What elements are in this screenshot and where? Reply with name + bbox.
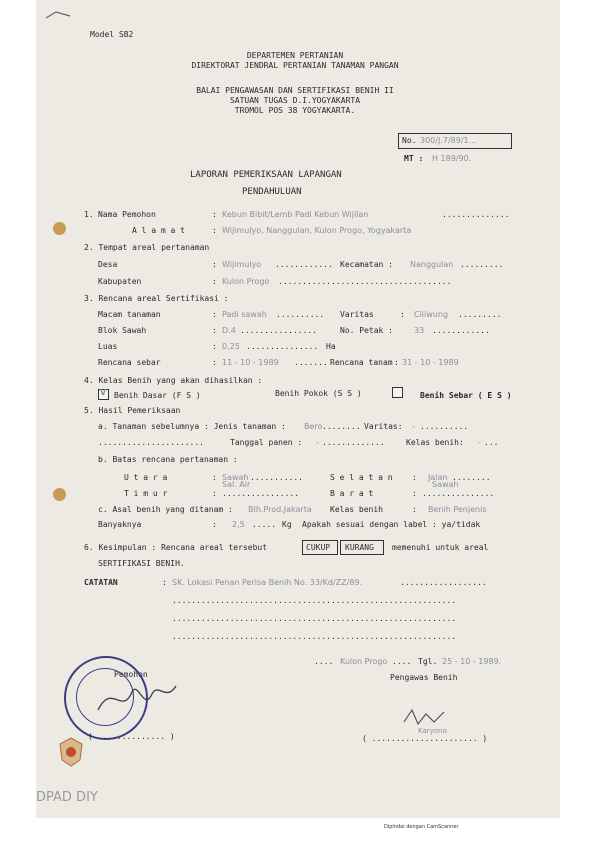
selatan-dots: ........ [452,473,491,482]
petak-value: 33 [414,326,425,335]
place-value: Kulon Progo [340,657,388,666]
s6-label: 6. Kesimpulan : Rencana areal tersebut [84,543,268,552]
panen-value: - [316,438,319,447]
selatan-label: S e l a t a n [330,473,393,482]
colon: : [212,277,217,286]
a-label: a. Tanaman sebelumnya : Jenis tanaman : [98,422,286,431]
catatan-label: CATATAN [84,578,118,587]
macam-label: Macam tanaman [98,310,161,319]
model-label: Model SB2 [90,30,134,39]
s1-value: Kebun Bibit/Lemb Padi Kebun Wijilan [222,210,369,219]
alamat-value: Wijimulyo, Nanggulan, Kulon Progo, Yogyakarta [222,226,412,235]
selatan-value: Jalan [428,473,448,482]
checkbox-benih-pokok[interactable] [392,387,403,398]
pengawas-name: Karyono [418,727,447,735]
pemohon-signature [92,672,182,722]
dpad-emblem-icon [58,736,84,768]
desa-label: Desa [98,260,118,269]
utara-value: Sawah [222,473,249,482]
kecamatan-value: Nanggulan [410,260,454,269]
place-dots: .... [314,657,334,666]
utara-dots: ........... [250,473,303,482]
catatan-value: SK. Lokasi Penan Perisa Benih No. 33/Kd/ZZ/89. [172,578,362,587]
utara-label: U t a r a [124,473,168,482]
a-varitas-label: Varitas: [364,422,403,431]
checkbox-benih-dasar-mark: V [100,388,107,397]
s5-heading: 5. Hasil Pemeriksaan [84,406,181,415]
colon: : [412,489,417,498]
header-line-2: DIREKTORAT JENDRAL PERTANIAN TANAMAN PANGAN [191,61,399,70]
a-value: Bero [304,422,323,431]
s2-heading: 2. Tempat areal pertanaman [84,243,210,252]
colon: : [212,342,217,351]
colon: : [212,358,217,367]
number-value: 300/J.7/89/1... [420,136,477,145]
macam-value: Padi sawah [222,310,267,319]
corner-pen-mark [44,8,74,22]
kabupaten-dots: .................................... [278,277,452,286]
desa-value: Wijimulyo [222,260,262,269]
c-label: c. Asal benih yang ditanam : [98,505,233,514]
colon: : [212,326,217,335]
number-label: No. [402,136,417,145]
tanam-label: Rencana tanam [330,358,393,367]
c-value: BIh.Prod.Jakarta [248,505,312,514]
colon: : [412,505,417,514]
petak-label: No. Petak : [340,326,393,335]
colon: : [162,578,167,587]
blok-label: Blok Sawah [98,326,147,335]
kurang-label: KURANG [345,543,374,552]
pemohon-label: Pemohon [114,670,148,679]
catatan-dots-3: ........................................................... [172,614,457,623]
header-line-5: TROMOL POS 38 YOGYAKARTA. [234,106,356,115]
header-line-4: SATUAN TUGAS D.I.YOGYAKARTA [229,96,361,105]
colon: : [212,310,217,319]
s1-label: Nama Pemohon [98,210,156,219]
colon: : [212,226,217,235]
pengawas-label: Pengawas Benih [390,673,458,682]
report-title: LAPORAN PEMERIKSAAN LAPANGAN [190,170,342,180]
kelas-label: Kelas benih: [406,438,464,447]
b-label: b. Batas rencana pertanaman : [98,455,238,464]
tanam-value: 31 - 10 - 1989 [402,358,459,367]
kecamatan-dots: ......... [460,260,504,269]
header-line-1: DEPARTEMEN PERTANIAN [246,51,344,60]
colon: : [212,489,217,498]
mt-value: H 189/90. [432,154,472,163]
macam-dots: .......... [276,310,325,319]
colon: : [212,260,217,269]
s6-rest: memenuhi untuk areal [392,543,489,552]
tgl-value: 25 - 10 - 1989. [442,657,502,666]
catatan-dots-1: .................. [400,578,487,587]
luas-value: 0,25 [222,342,240,351]
panen-label: Tanggal panen : [230,438,303,447]
benih-dasar-label: Benih Dasar (F S ) [114,391,201,400]
sebar-dots: ....... [294,358,328,367]
banyak-label: Banyaknya [98,520,142,529]
pengawas-name-line: ( ...................... ) [362,734,488,743]
desa-dots: ............ [275,260,333,269]
panen-dots: ............. [322,438,385,447]
colon: : [400,310,405,319]
watermark-text: DPAD DIY [36,790,98,805]
varitas-label: Varitas [340,310,374,319]
panen-dots-lead: ...................... [98,438,204,447]
sebar-value: 11 - 10 - 1989 [222,358,279,367]
punch-hole-top [53,222,66,235]
a-varitas-dots: .......... [420,422,469,431]
catatan-dots-4: ........................................................... [172,632,457,641]
tgl-label: Tgl. [418,657,438,666]
timur-label: T i m u r [124,489,168,498]
banyak-dots: ..... [252,520,277,529]
a-dots: ........ [322,422,361,431]
kelas-value: - [478,438,481,447]
luas-unit: Ha [326,342,336,351]
s3-heading: 3. Rencana areal Sertifikasi : [84,294,229,303]
colon: : [412,473,417,482]
kabupaten-value: Kulon Progo [222,277,270,286]
s6-line2: SERTIFIKASI BENIH. [98,559,185,568]
header-line-3: BALAI PENGAWASAN DAN SERTIFIKASI BENIH II [196,86,394,95]
s1-number: 1. [84,210,94,219]
colon: : [212,473,217,482]
mt-label: MT : [404,154,424,163]
colon: : [212,520,217,529]
blok-value: D.4 [222,326,236,335]
a-varitas-value: - [412,422,415,431]
c-kelas-label: Kelas benih [330,505,383,514]
petak-dots: ............ [432,326,490,335]
barat-dots: ............... [422,489,495,498]
s4-heading: 4. Kelas Benih yang akan dihasilkan : [84,376,263,385]
catatan-dots-2: ........................................................... [172,596,457,605]
punch-hole-bottom [53,488,66,501]
benih-sebar-label: Benih Sebar ( E S ) [420,391,512,400]
luas-label: Luas [98,342,118,351]
cukup-label: CUKUP [306,543,331,552]
alamat-label: A l a m a t [132,226,185,235]
banyak-value: 2,5 [232,520,245,529]
report-subtitle: PENDAHULUAN [242,187,302,197]
c-kelas-value: Benih Penjenis [428,505,487,514]
luas-dots: ............... [246,342,319,351]
timur-value-note: Sal. Air [222,480,251,489]
pemohon-name-line: ( .............. ) [88,732,175,741]
kabupaten-label: Kabupaten [98,277,142,286]
colon: : [212,210,217,219]
kecamatan-label: Kecamatan : [340,260,393,269]
footer-scanner-text: Dipindai dengan CamScanner [384,824,459,830]
kelas-dots: ... [484,438,499,447]
s1-dots: .............. [442,210,510,219]
barat-label: B a r a t [330,489,374,498]
timur-dots: ................ [222,489,300,498]
varitas-value: Ciliwung [414,310,449,319]
place-dots-2: .... [392,657,412,666]
colon: : [394,358,399,367]
apakah-label: Apakah sesuai dengan label : ya/tidak [302,520,481,529]
varitas-dots: ......... [458,310,502,319]
benih-pokok-label: Benih Pokok (S S ) [275,389,362,398]
sebar-label: Rencana sebar [98,358,161,367]
barat-value-note: Sawah [432,480,459,489]
banyak-unit: Kg [282,520,292,529]
blok-dots: ................ [240,326,318,335]
